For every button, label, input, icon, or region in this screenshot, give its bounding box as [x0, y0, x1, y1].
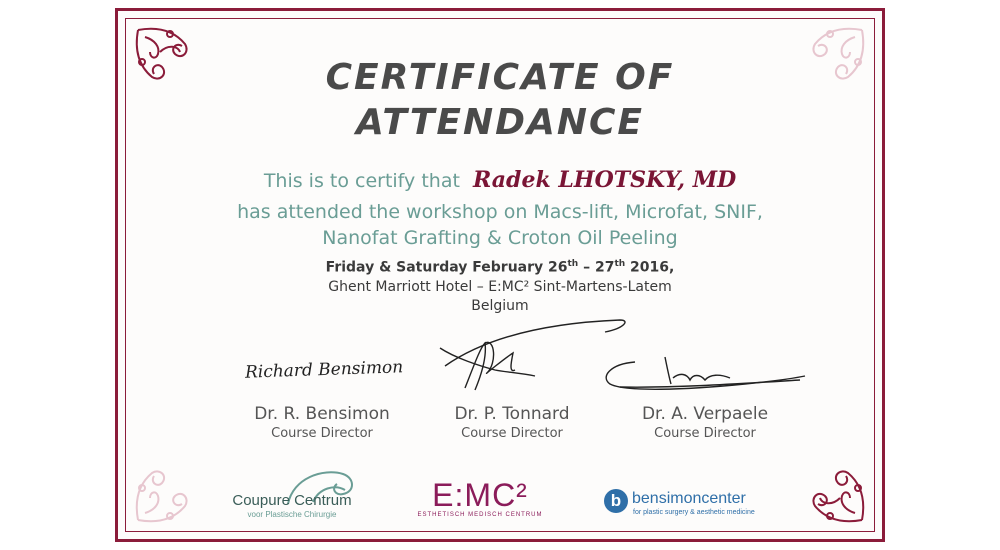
bensimon-logo-icon: b: [604, 489, 628, 513]
certificate-title-line1: CERTIFICATE OF: [325, 57, 675, 98]
emc-logo-subtitle: ESTHETISCH MEDISCH CENTRUM: [417, 512, 543, 518]
bensimon-logo-subtitle: for plastic surgery & aesthetic medicine: [633, 509, 755, 516]
event-venue: Ghent Marriott Hotel – E:MC² Sint-Martens-Latem: [328, 279, 672, 295]
signatory-name-verpaele: Dr. A. Verpaele: [641, 404, 769, 424]
event-country: Belgium: [471, 298, 529, 314]
workshop-line1: has attended the workshop on Macs-lift, Microfat, SNIF,: [237, 201, 763, 223]
emc-logo-text: E:MC²: [432, 477, 528, 513]
coupure-logo-title: Coupure Centrum: [232, 492, 352, 509]
corner-ornament-bottom-left: [130, 458, 200, 528]
signatory-role-bensimon: Course Director: [271, 426, 373, 441]
certify-prefix: This is to certify that: [263, 170, 460, 192]
date-sup1: th: [567, 259, 579, 269]
workshop-line2: Nanofat Grafting & Croton Oil Peeling: [322, 227, 678, 249]
certificate-title-line2: ATTENDANCE: [356, 102, 644, 143]
signature-bensimon: Richard Bensimon: [244, 357, 404, 383]
corner-ornament-bottom-right: [800, 458, 870, 528]
date-dash: – 27: [578, 259, 615, 276]
signature-verpaele: [595, 352, 815, 397]
signatory-role-verpaele: Course Director: [654, 426, 756, 441]
signatory-role-tonnard: Course Director: [461, 426, 563, 441]
signatory-name-bensimon: Dr. R. Bensimon: [254, 404, 390, 424]
date-sup2: th: [614, 259, 626, 269]
bensimon-logo-title: bensimoncenter: [632, 490, 746, 507]
certify-line: [0, 166, 1000, 196]
event-date: [0, 259, 1000, 276]
date-prefix: Friday & Saturday February 26: [325, 259, 568, 276]
recipient-name: Radek LHOTSKY, MD: [473, 167, 737, 193]
signatory-name-tonnard: Dr. P. Tonnard: [454, 404, 570, 424]
date-year: 2016,: [625, 259, 675, 276]
coupure-logo-subtitle: voor Plastische Chirurgie: [247, 510, 337, 519]
